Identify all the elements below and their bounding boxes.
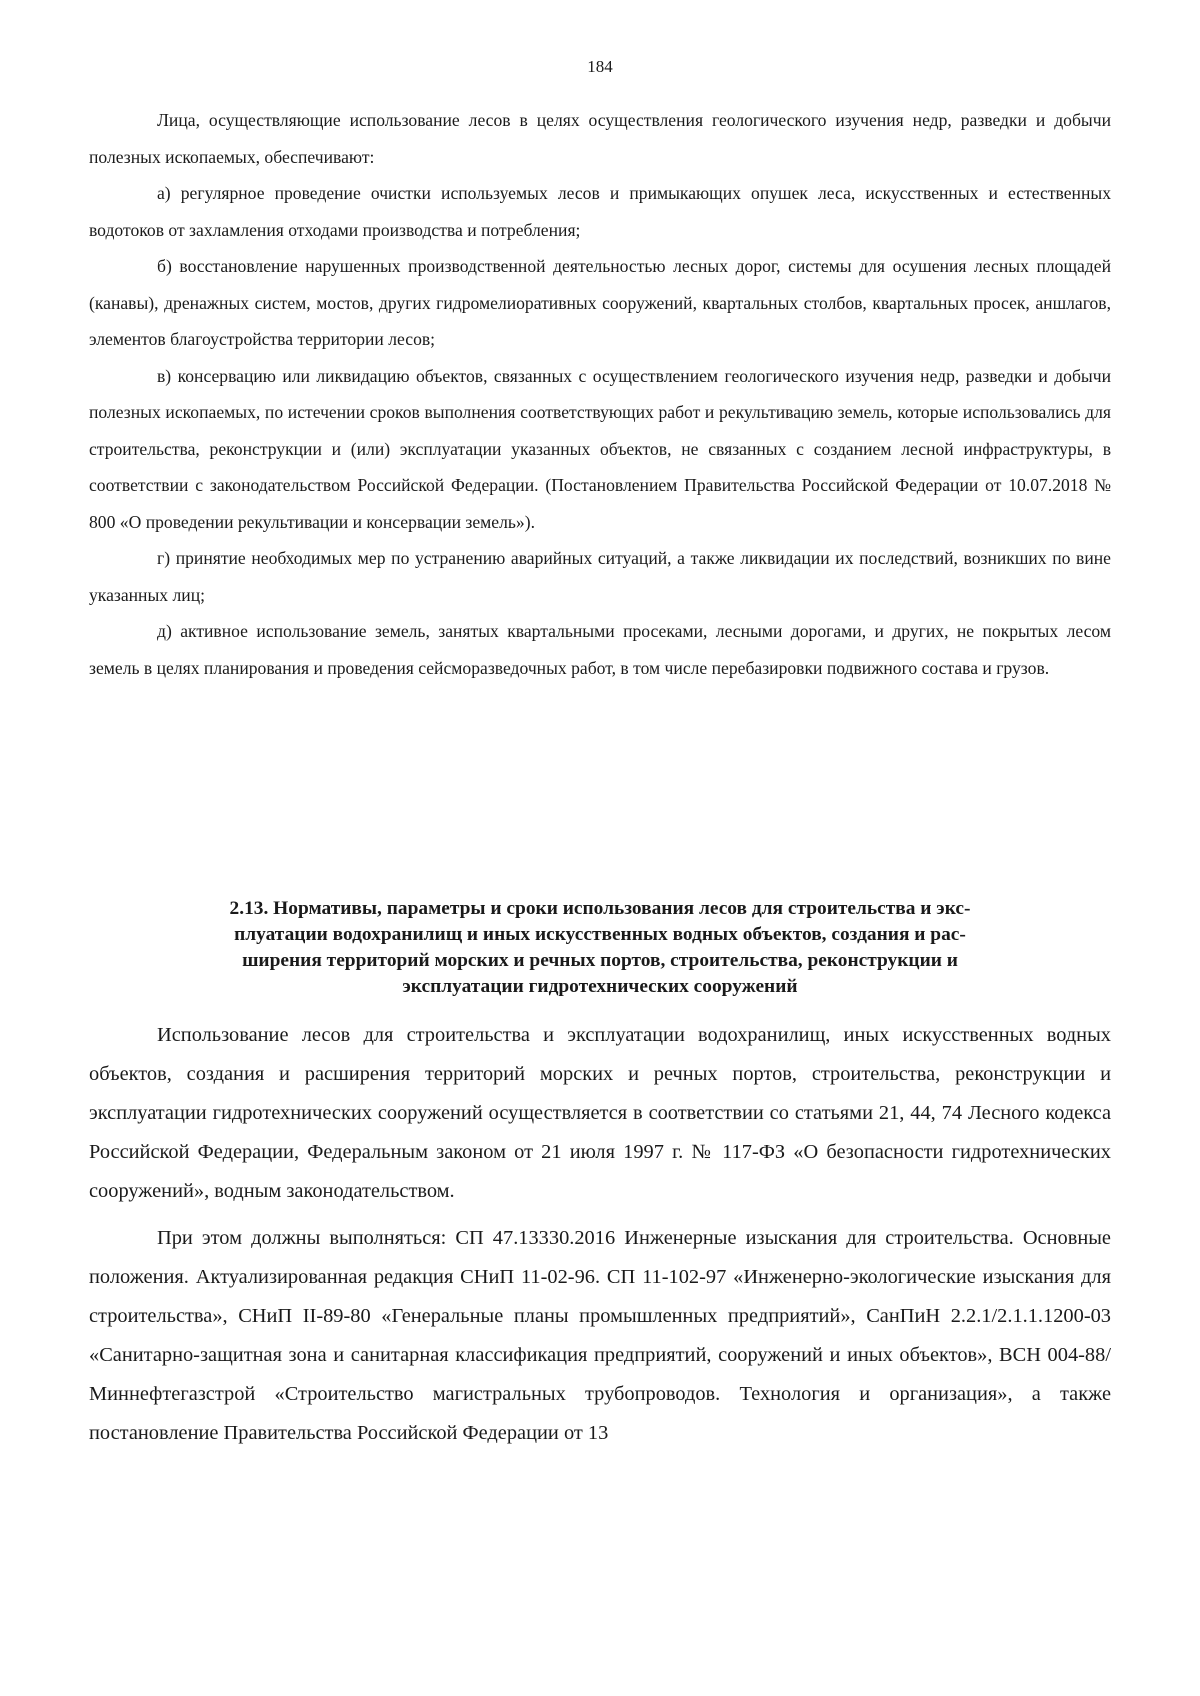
- list-item-b: б) восстановление нарушенных производственной деятельностью лесных дорог, системы для осушения лесных площадей (канавы), дренажных систем, мостов, других гидромелиоративных сооружений, квартальных столбов, квартальных просек, аншлагов, элементов благоустройства территории лесов;: [89, 256, 1111, 349]
- heading-line: 2.13. Нормативы, параметры и сроки использования лесов для строительства и экс-: [229, 898, 971, 919]
- list-item-v: в) консервацию или ликвидацию объектов, связанных с осуществлением геологического изучения недр, разведки и добычи полезных ископаемых, по истечении сроков выполнения соответствующих работ и рекультивацию земель, которые использовались для строительства, реконструкции и (или) эксплуатации указанных объектов, не связанных с созданием лесной инфраструктуры, в соответствии с законодательством Российской Федерации. (Постановлением Правительства Российской Федерации от 10.07.2018 № 800 «О проведении рекультивации и консервации земель»).: [89, 365, 1111, 532]
- paragraph-intro: Лица, осуществляющие использование лесов в целях осуществления геологического изучения недр, разведки и добычи полезных ископаемых, обеспечивают:: [89, 110, 1111, 167]
- page-number: 184: [587, 57, 613, 76]
- section-body: [89, 1016, 1111, 1453]
- section-heading: [89, 896, 1111, 1000]
- paragraph-usage: Использование лесов для строительства и эксплуатации водохранилищ, иных искусственных водных объектов, создания и расширения территорий морских и речных портов, строительства, реконструкции и эксплуатации гидротехнических сооружений осуществляется в соответствии со статьями 21, 44, 74 Лесного кодекса Российской Федерации, Федеральным законом от 21 июля 1997 г. № 117-ФЗ «О безопасности гидротехнических сооружений», водным законодательством.: [89, 1024, 1111, 1202]
- paragraph-requirements: При этом должны выполняться: СП 47.13330.2016 Инженерные изыскания для строительства. Основные положения. Актуализированная редакция СНиП 11-02-96. СП 11-102-97 «Инженерно-экологические изыскания для строительства», СНиП II-89-80 «Генеральные планы промышленных предприятий», СанПиН 2.2.1/2.1.1.1200-03 «Санитарно-защитная зона и санитарная классификация предприятий, сооружений и иных объектов», ВСН 004-88/Миннефтегазстрой «Строительство магистральных трубопроводов. Технология и организация», а также постановление Правительства Российской Федерации от 13: [89, 1227, 1111, 1444]
- heading-line: плуатации водохранилищ и иных искусственных водных объектов, создания и рас-: [234, 924, 966, 945]
- heading-line: эксплуатации гидротехнических сооружений: [402, 976, 798, 997]
- obligations-section: [89, 102, 1111, 686]
- list-item-g: г) принятие необходимых мер по устранению аварийных ситуаций, а также ликвидации их последствий, возникших по вине указанных лиц;: [89, 548, 1111, 605]
- list-item-a: а) регулярное проведение очистки используемых лесов и примыкающих опушек леса, искусственных и естественных водотоков от захламления отходами производства и потребления;: [89, 183, 1111, 240]
- heading-line: ширения территорий морских и речных портов, строительства, реконструкции и: [242, 950, 958, 971]
- list-item-d: д) активное использование земель, занятых квартальными просеками, лесными дорогами, и других, не покрытых лесом земель в целях планирования и проведения сейсморазведочных работ, в том числе перебазировки подвижного состава и грузов.: [89, 621, 1111, 678]
